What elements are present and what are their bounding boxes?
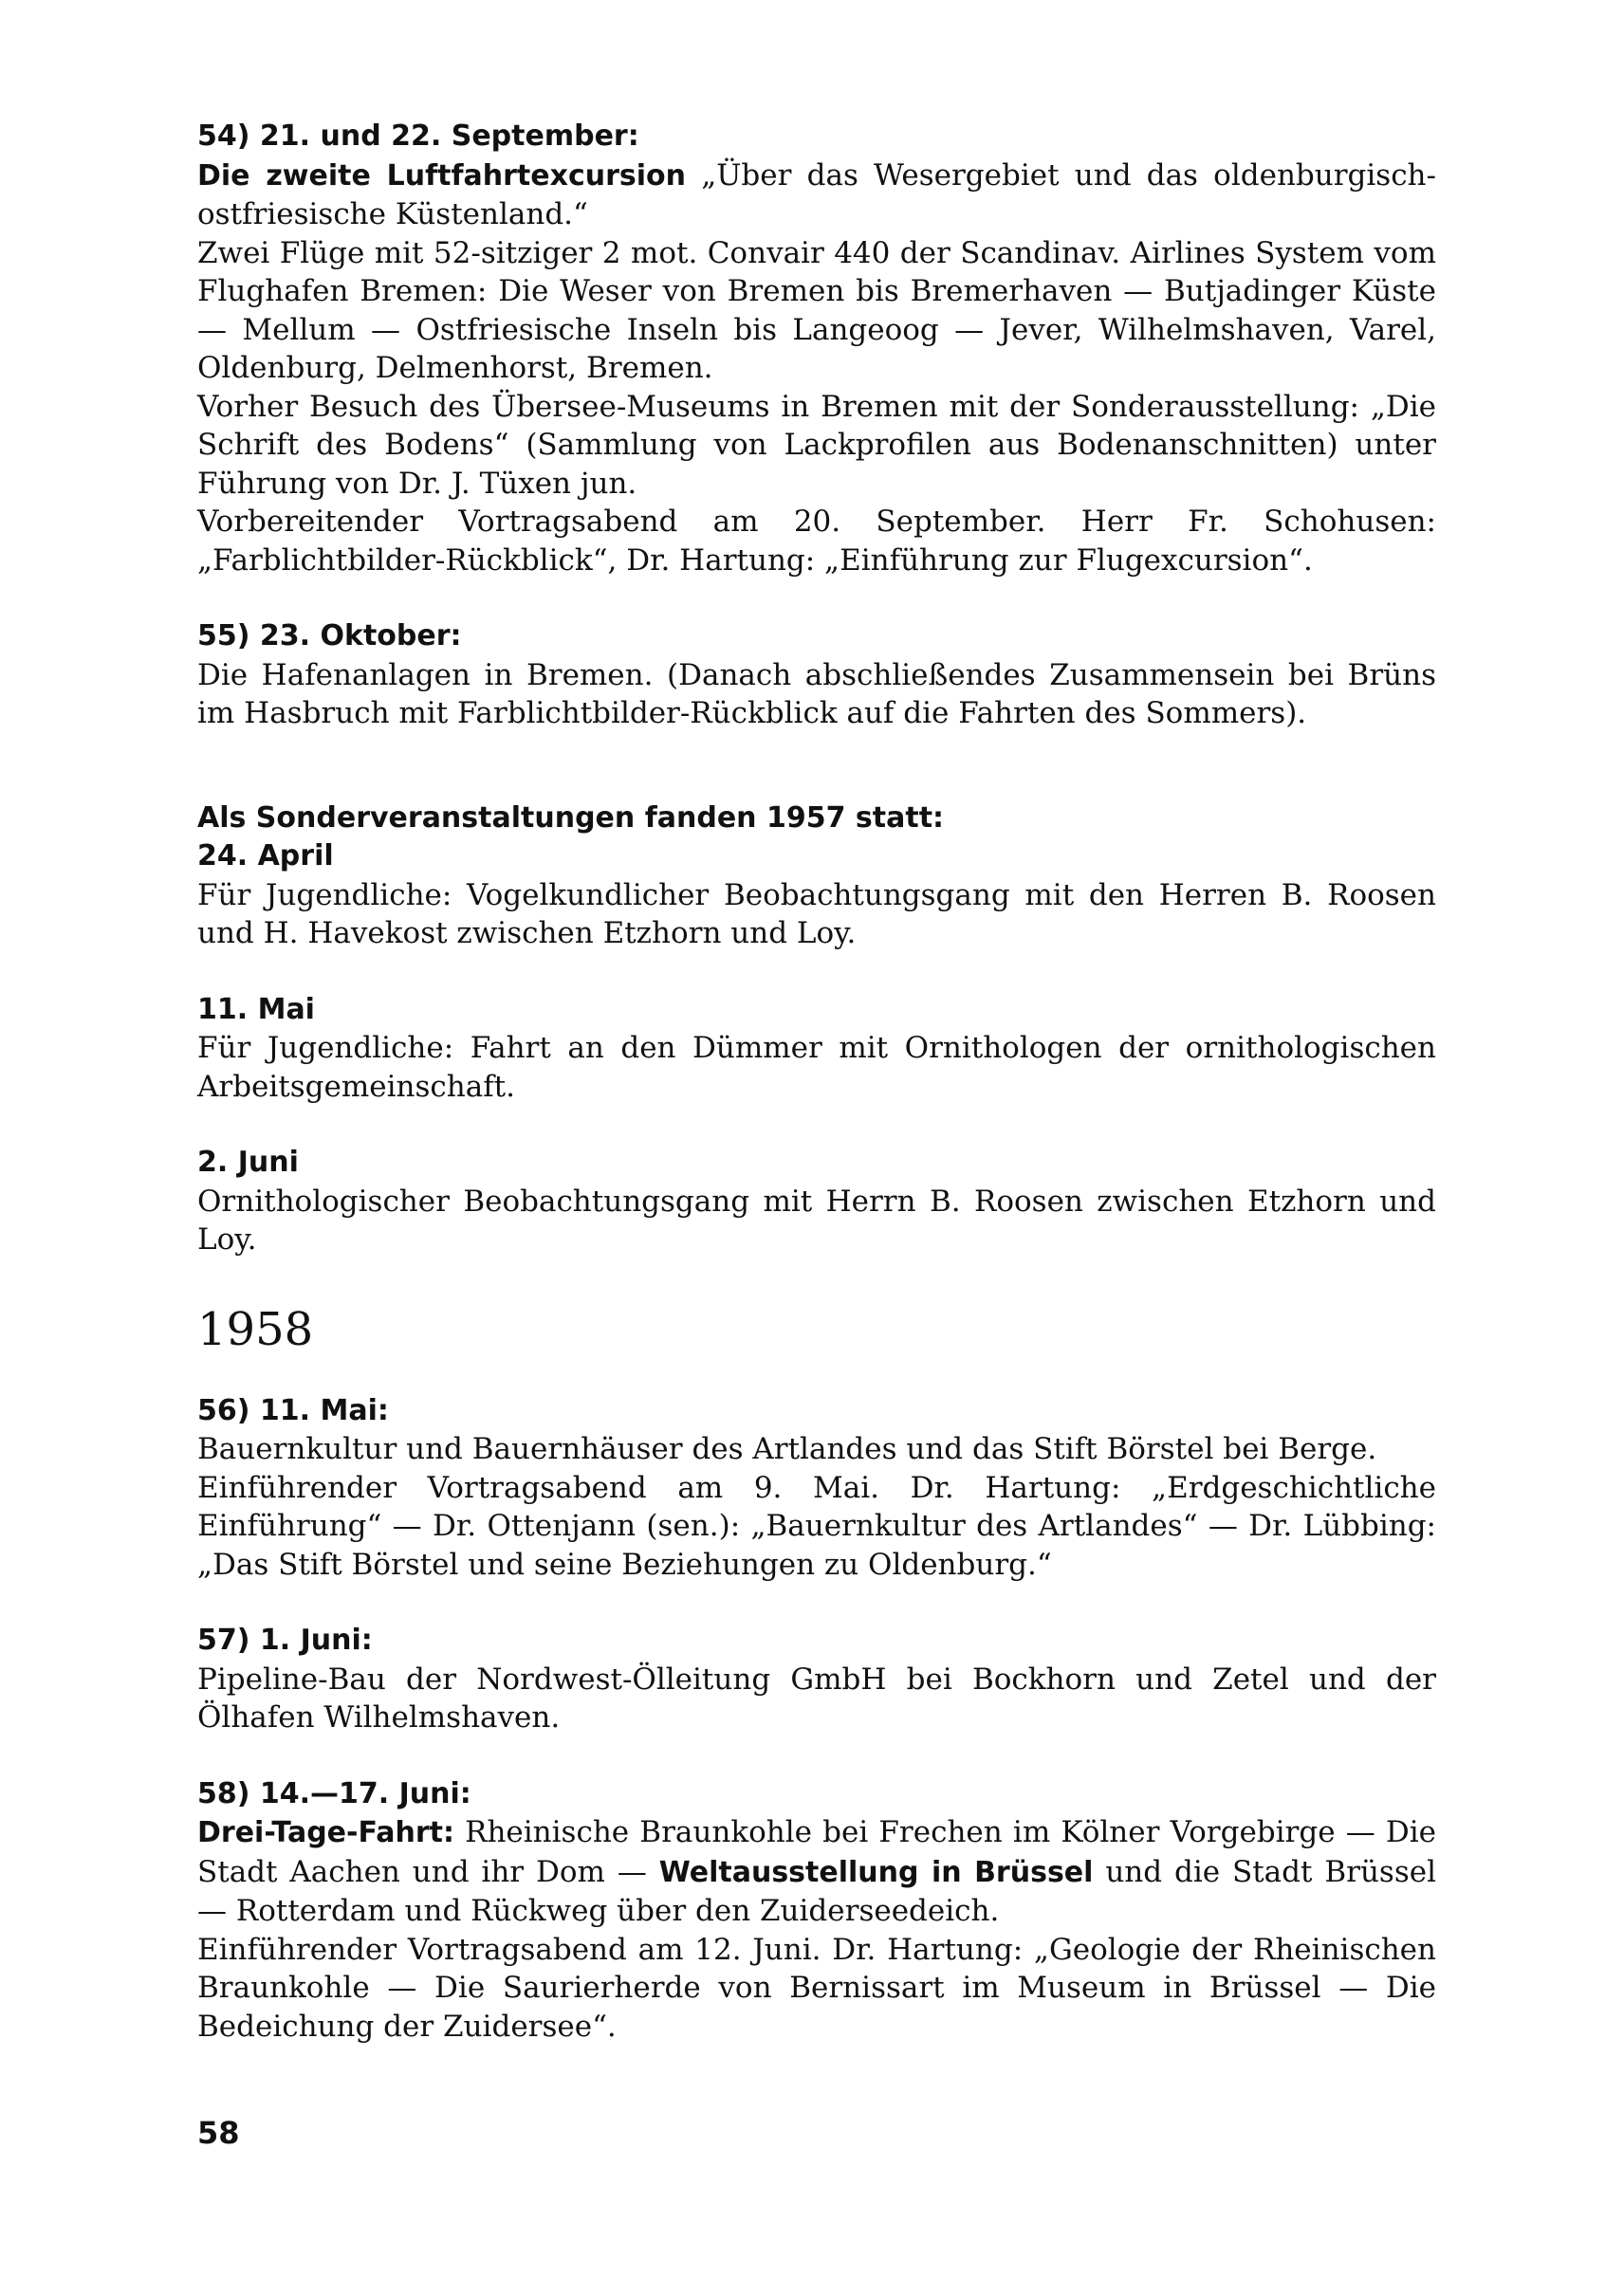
entry-heading: 58) 14.—17. Juni:	[197, 1776, 471, 1810]
entry-heading: 54) 21. und 22. September:	[197, 119, 639, 153]
entry-55	[197, 617, 1436, 733]
entry-lead-text: Rheinische Braunkohle bei Frechen im Kölner Vorgebirge — Die Stadt Aachen und ihr Dom —	[197, 1815, 1436, 1889]
special-event-text: Ornithologischer Beobachtungsgang mit Herrn B. Roosen zwischen Etzhorn und Loy.	[197, 1184, 1436, 1257]
entry-heading: 55) 23. Oktober:	[197, 619, 462, 652]
entry-text: Pipeline-Bau der Nordwest-Ölleitung GmbH bei Bockhorn und Zetel und der Ölhafen Wilhelmshaven.	[197, 1662, 1436, 1735]
entry-text: Vorher Besuch des Übersee-Museums in Bremen mit der Sonderausstellung: „Die Schrift des Bodens“ (Sammlung von Lackprofilen aus Bodenanschnitten) unter Führung von Dr. J. Tüxen jun.	[197, 389, 1436, 501]
entry-58	[197, 1775, 1436, 2047]
entry-text: Bauernkultur und Bauernhäuser des Artlandes und das Stift Börstel bei Berge.	[197, 1432, 1377, 1466]
entry-mid-bold: Weltausstellung in Brüssel	[658, 1855, 1094, 1889]
special-events	[197, 799, 1436, 1259]
page-body	[197, 118, 1436, 2046]
year-heading: 1958	[197, 1302, 314, 1356]
entry-text: Zwei Flüge mit 52-sitziger 2 mot. Convair 440 der Scandinav. Airlines System vom Flughafen Bremen: Die Weser von Bremen bis Bremerhaven — Butjadinger Küste — Mellum — Ostfriesische Inseln bis Langeoog — Jever, Wilhelmshaven, Varel, Oldenburg, Delmenhorst, Bremen.	[197, 235, 1436, 385]
entry-lead-bold: Drei-Tage-Fahrt:	[197, 1816, 454, 1849]
entry-title-bold: Die zweite Luftfahrtexcursion	[197, 158, 687, 193]
special-event-text: Für Jugendliche: Vogelkundlicher Beobachtungsgang mit den Herren B. Roosen und H. Havekost zwischen Etzhorn und Loy.	[197, 877, 1436, 950]
entry-57	[197, 1622, 1436, 1737]
entry-text: Einführender Vortragsabend am 12. Juni. Dr. Hartung: „Geologie der Rheinischen Braunkohle — Die Saurierherde von Bernissart im Museum in Brüssel — Die Bedeichung der Zuidersee“.	[197, 1932, 1436, 2044]
entry-title-rest: „Über das Wesergebiet und das oldenburgisch-ostfriesische Küstenland.“	[197, 157, 1437, 231]
entry-text: Die Hafenanlagen in Bremen. (Danach abschließendes Zusammensein bei Brüns im Hasbruch mit Farblichtbilder-Rückblick auf die Fahrten des Sommers).	[197, 657, 1436, 730]
special-event-date: 11. Mai	[197, 992, 315, 1026]
entry-heading: 57) 1. Juni:	[197, 1624, 373, 1657]
special-event-text: Für Jugendliche: Fahrt an den Dümmer mit Ornithologen der ornithologischen Arbeitsgemeinschaft.	[197, 1031, 1436, 1104]
entry-54	[197, 118, 1436, 579]
entry-tail-text: und die Stadt Brüssel — Rotterdam und Rückweg über den Zuiderseedeich.	[197, 1854, 1436, 1928]
entry-text	[197, 1813, 1436, 1931]
entry-title	[197, 156, 1436, 234]
special-events-heading: Als Sonderveranstaltungen fanden 1957 statt:	[197, 800, 945, 835]
entry-heading: 56) 11. Mai:	[197, 1393, 389, 1427]
page-number: 58	[197, 2115, 240, 2151]
entry-text: Vorbereitender Vortragsabend am 20. September. Herr Fr. Schohusen: „Farblichtbilder-Rückblick“, Dr. Hartung: „Einführung zur Flugexcursion“.	[197, 505, 1436, 578]
special-event-date: 2. Juni	[197, 1146, 299, 1179]
special-event-date: 24. April	[197, 839, 334, 872]
entry-text: Einführender Vortragsabend am 9. Mai. Dr. Hartung: „Erdgeschichtliche Einführung“ — Dr. Ottenjann (sen.): „Bauernkultur des Artlandes“ — Dr. Lübbing: „Das Stift Börstel und seine Beziehungen zu Oldenburg.“	[197, 1470, 1436, 1582]
entry-56	[197, 1392, 1436, 1585]
